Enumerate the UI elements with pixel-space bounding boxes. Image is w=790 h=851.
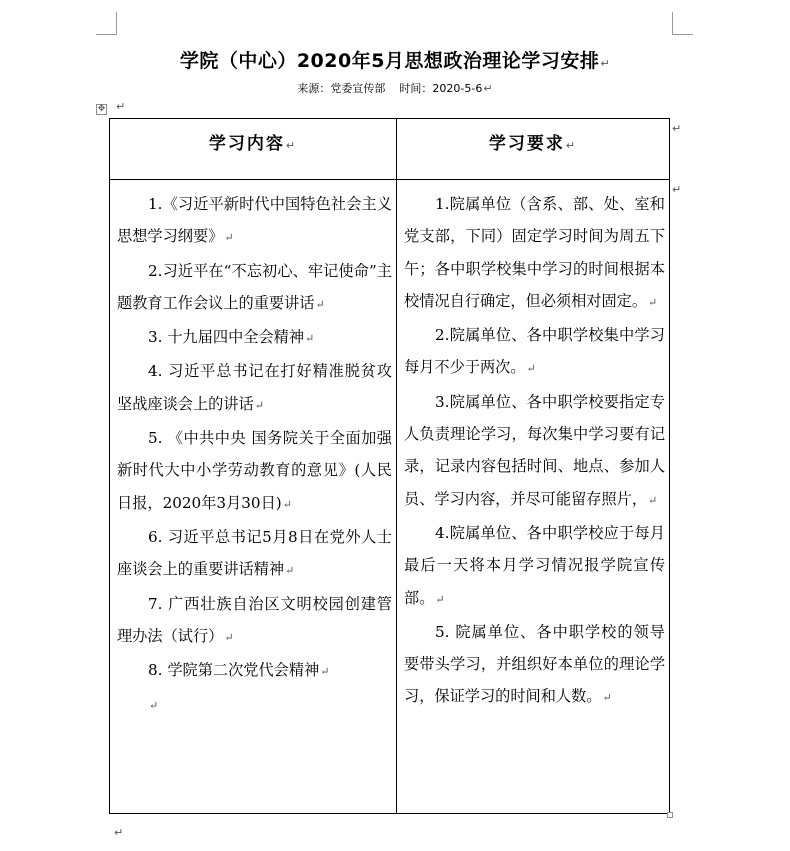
requirement-item: 2.院属单位、各中职学校集中学习每月不少于两次。↵: [404, 326, 665, 377]
requirement-item: 3.院属单位、各中职学校要指定专人负责理论学习，每次集中学习要有记录，记录内容包括时间、地点、参加人员、学习内容，并尽可能留存照片，↵: [404, 392, 665, 508]
table-move-handle-icon[interactable]: ✥: [97, 104, 106, 114]
requirement-item: 4.院属单位、各中职学校应于每月最后一天将本月学习情况报学院宣传部。↵: [404, 523, 665, 607]
paragraph-mark-icon: ↵: [224, 630, 234, 644]
header-cell-requirements[interactable]: [397, 119, 670, 180]
page-corner-mark-top-right: [672, 12, 693, 35]
document-title-text: 学院（中心）2020年5月思想政治理论学习安排: [179, 50, 600, 72]
content-item: 2.习近平在“不忘初心、牢记使命”主题教育工作会议上的重要讲话↵: [117, 261, 392, 312]
paragraph-mark-icon: ↵: [483, 82, 493, 95]
header-requirements-label: 学习要求: [488, 134, 565, 154]
content-item: 1.《习近平新时代中国特色社会主义思想学习纲要》↵: [117, 195, 392, 246]
source-label: 来源：党委宣传部: [297, 82, 386, 95]
paragraph-mark-icon: ↵: [320, 665, 330, 679]
content-item: 3. 十九届四中全会精神↵: [148, 328, 315, 347]
header-cell-content[interactable]: [110, 119, 397, 180]
paragraph-mark-icon: ↵: [224, 231, 234, 245]
study-plan-table: [109, 118, 670, 814]
requirement-item: 5. 院属单位、各中职学校的领导要带头学习，并组织好本单位的理论学习，保证学习的时间和人数。↵: [404, 622, 665, 706]
paragraph-mark-icon: ↵: [116, 100, 126, 113]
paragraph-mark-icon: ↵: [305, 332, 315, 346]
paragraph-mark-icon: ↵: [648, 295, 658, 309]
paragraph-mark-icon: ↵: [285, 139, 298, 152]
content-item-empty: [117, 688, 392, 722]
content-item: 4. 习近平总书记在打好精准脱贫攻坚战座谈会上的讲话↵: [117, 362, 392, 413]
paragraph-mark-icon: ↵: [602, 691, 612, 705]
page-corner-mark-top-left: [96, 12, 117, 35]
content-item: 7. 广西壮族自治区文明校园创建管理办法（试行）↵: [117, 594, 392, 645]
header-content-label: 学习内容: [208, 134, 285, 154]
paragraph-mark-icon: ↵: [565, 139, 578, 152]
paragraph-mark-icon: ↵: [435, 592, 445, 606]
time-label: 时间：2020-5-6: [399, 82, 483, 95]
paragraph-mark-icon: ↵: [526, 362, 536, 376]
row-end-mark-icon: ↵: [672, 122, 682, 135]
content-item: 5. 《中共中央 国务院关于全面加强新时代大中小学劳动教育的意见》(人民日报，2020年3月30日)↵: [117, 429, 392, 512]
table-header-row: [110, 119, 670, 180]
paragraph-mark-icon: ↵: [285, 564, 295, 578]
requirements-cell[interactable]: [397, 180, 670, 814]
content-item: 8. 学院第二次党代会精神↵: [148, 661, 330, 680]
paragraph-mark-icon: ↵: [149, 699, 159, 713]
paragraph-mark-icon: ↵: [114, 826, 124, 839]
document-title: [0, 46, 790, 73]
paragraph-mark-icon: ↵: [282, 497, 292, 511]
table-body-row: [110, 180, 670, 814]
table-resize-handle-icon[interactable]: [667, 812, 673, 818]
document-subtitle: [0, 80, 790, 96]
requirement-item: 1.院属单位（含系、部、处、室和党支部，下同）固定学习时间为周五下午；各中职学校集中学习的时间根据本校情况自行确定，但必须相对固定。↵: [404, 195, 665, 310]
paragraph-mark-icon: ↵: [648, 493, 658, 507]
row-end-mark-icon: ↵: [672, 183, 682, 196]
paragraph-mark-icon: ↵: [315, 297, 325, 311]
content-item: 6. 习近平总书记5月8日在党外人士座谈会上的重要讲话精神↵: [117, 527, 392, 579]
paragraph-mark-icon: ↵: [254, 398, 264, 412]
content-cell[interactable]: [110, 180, 397, 814]
paragraph-mark-icon: ↵: [600, 57, 611, 70]
